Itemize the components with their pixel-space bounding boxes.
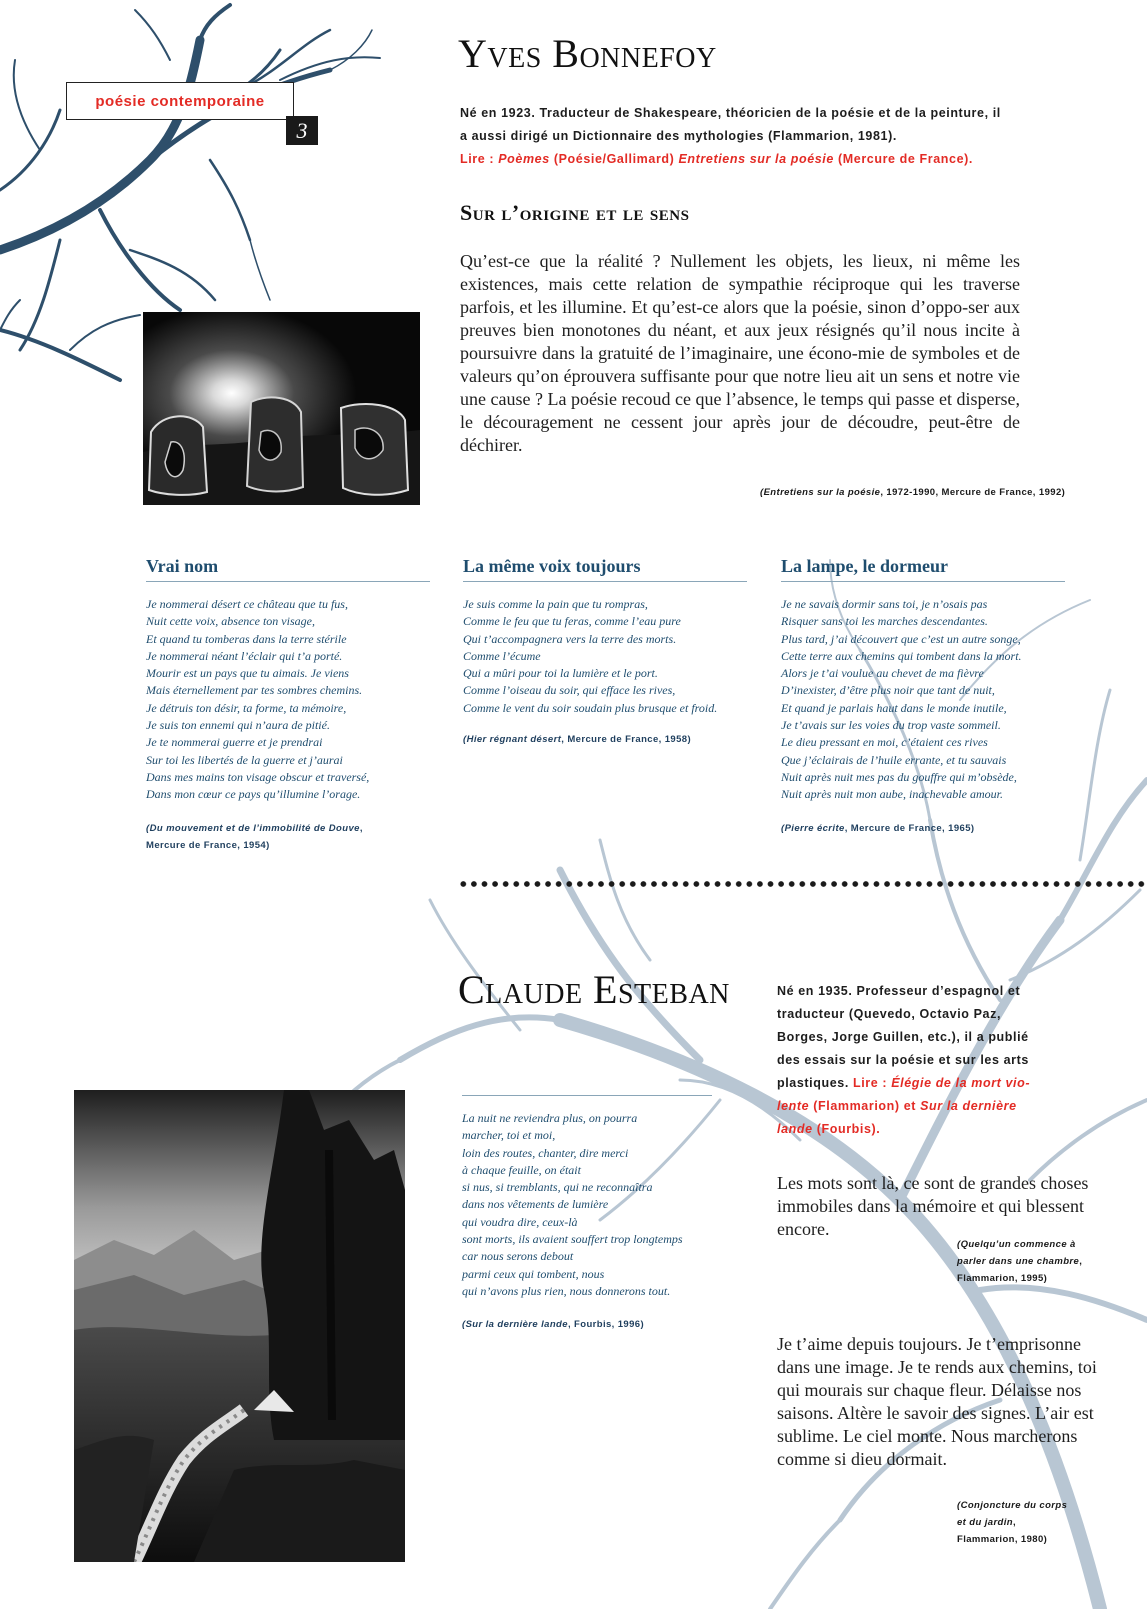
- poem-citation-1-publisher: Mercure de France, 1954): [146, 839, 270, 851]
- esteban-quote-1: Les mots sont là, ce sont de grandes choses immobiles dans la mémoire et qui blessent encore.: [777, 1173, 1089, 1239]
- esteban-bio-line-6: [777, 1095, 1107, 1118]
- author-name-esteban: Claude Esteban: [458, 967, 730, 1012]
- poem-line: Je suis comme la pain que tu rompras,: [463, 597, 648, 611]
- esteban-read-work-1b: lente: [777, 1099, 810, 1113]
- esteban-poem-citation-rest: , Fourbis, 1996): [567, 1319, 645, 1330]
- poem-line: Je ne savais dormir sans toi, je n’osais pas: [781, 597, 988, 611]
- esteban-poem-citation: [462, 1316, 644, 1333]
- quote-1-cite-line-1: (Quelqu’un commence à: [957, 1239, 1076, 1250]
- poem-line: Sur toi les libertés de la guerre et j’aurai: [146, 752, 343, 767]
- poem-body-3: [781, 596, 1065, 804]
- quote-1-cite-line-3: Flammarion, 1995): [957, 1273, 1048, 1284]
- esteban-quote-1-citation: [957, 1236, 1107, 1287]
- quote-1-cite-comma: ,: [1079, 1256, 1083, 1267]
- poem-citation-1-comma: ,: [359, 822, 363, 834]
- esteban-bio-line-5: [777, 1072, 1107, 1095]
- poem-line: Comme l’écume: [463, 648, 541, 663]
- poem-line: Comme l’oiseau du soir, qui efface les rives,: [463, 683, 676, 698]
- esteban-poem-rule: [462, 1095, 712, 1096]
- poem-title-3: La lampe, le dormeur: [781, 556, 1065, 582]
- poem-line: Comme le vent du soir soudain plus brusque et froid.: [463, 700, 718, 715]
- quote-2-cite-line-1: (Conjoncture du corps: [957, 1500, 1068, 1511]
- poem-line: Qui t’accompagnera vers la terre des morts.: [463, 631, 677, 646]
- poem-line: Plus tard, j’ai découvert que c’est un autre songe,: [781, 631, 1021, 646]
- esteban-read-pub-2: (Fourbis).: [812, 1122, 881, 1136]
- poem-line: qui n’avons plus rien, nous donnerons tout.: [462, 1283, 671, 1298]
- read-label: Lire :: [460, 152, 499, 166]
- poem-citation-1: [146, 820, 430, 854]
- poem-body-1: [146, 596, 430, 804]
- esteban-poem-citation-work: (Sur la dernière lande: [462, 1319, 568, 1330]
- essay-citation-work: (Entretiens sur la poésie: [760, 487, 881, 498]
- poem-line: Que j’éclairais de l’huile errante, et tu sauvais: [781, 752, 1007, 767]
- poem-line: car nous serons debout: [462, 1249, 574, 1264]
- poem-line: Cette terre aux chemins qui tombent dans la mort.: [781, 648, 1022, 663]
- poem-citation-3-work: (Pierre écrite: [781, 822, 845, 834]
- poem-line: Je nommerai néant l’éclair qui t’a porté.: [146, 648, 343, 663]
- esteban-bio-line-2: traducteur (Quevedo, Octavio Paz,: [777, 1007, 1002, 1021]
- poem-citation-3: [781, 820, 1065, 837]
- poem-line: Mourir est un pays que tu aimais. Je viens: [146, 666, 349, 681]
- poem-line: Je suis ton ennemi qui n’aura de pitié.: [146, 718, 330, 733]
- poem-citation-2-rest: , Mercure de France, 1958): [561, 734, 692, 746]
- esteban-read-work-2b: lande: [777, 1122, 813, 1136]
- poem-line: Je te nommerai guerre et je prendrai: [146, 735, 323, 750]
- poem-line: si nus, si tremblants, qui ne reconnaîtra: [462, 1180, 653, 1195]
- photo-mountain-path: [74, 1090, 405, 1562]
- poem-line: Comme le feu que tu feras, comme l’eau pure: [463, 614, 681, 629]
- poem-line: Le dieu pressant en moi, c’étaient ces rives: [781, 735, 988, 750]
- dotted-separator: [458, 879, 1147, 889]
- poem-column-1: [146, 556, 430, 854]
- esteban-bio-line-1: Né en 1935. Professeur d’espagnol et: [777, 984, 1021, 998]
- poem-line: Je nommerai désert ce château que tu fus,: [146, 597, 348, 611]
- quote-1-cite-line-2: parler dans une chambre: [957, 1256, 1080, 1267]
- poem-citation-2-work: (Hier régnant désert: [463, 734, 562, 746]
- poem-line: marcher, toi et moi,: [462, 1128, 556, 1143]
- poem-title-2: La même voix toujours: [463, 556, 747, 582]
- photo-standing-stones: [143, 312, 420, 505]
- poem-line: sont morts, ils avaient souffert trop longtemps: [462, 1232, 683, 1247]
- read-pub-1: (Poésie/Gallimard): [549, 152, 679, 166]
- esteban-read-label: Lire :: [852, 1076, 892, 1090]
- esteban-bio-line-7: [777, 1118, 1107, 1141]
- poem-line: parmi ceux qui tombent, nous: [462, 1266, 605, 1281]
- poem-line: Dans mes mains ton visage obscur et traversé,: [146, 769, 370, 784]
- esteban-quote-2-citation: [957, 1497, 1107, 1548]
- esteban-poem-body: [462, 1110, 722, 1300]
- poem-line: Je détruis ton désir, ta forme, ta mémoire,: [146, 700, 347, 715]
- esteban-bio-line-4: des essais sur la poésie et sur les arts: [777, 1053, 1029, 1067]
- poem-line: Nuit après nuit mes pas du gouffre qui m’obsède,: [781, 769, 1017, 784]
- poem-line: Qui a mûri pour toi la lumière et le port.: [463, 666, 658, 681]
- esteban-read-work-2a: Sur la dernière: [920, 1099, 1017, 1113]
- author-name-bonnefoy: Yves Bonnefoy: [458, 31, 717, 76]
- poem-line: loin des routes, chanter, dire merci: [462, 1145, 629, 1160]
- poem-line: Je t’avais sur les voies du trop vaste sommeil.: [781, 718, 1001, 733]
- quote-2-cite-line-2: et du jardin: [957, 1517, 1013, 1528]
- poem-line: Nuit après nuit mon aube, inachevable amour.: [781, 787, 1003, 802]
- esteban-bio-line-5-text: plastiques.: [777, 1076, 853, 1090]
- poem-line: Alors je t’ai voulue au chevet de ma fièvre: [781, 666, 984, 681]
- quote-2-cite-line-3: Flammarion, 1980): [957, 1534, 1048, 1545]
- poem-citation-1-work: (Du mouvement et de l’immobilité de Douve: [146, 822, 360, 834]
- bonnefoy-bio: [460, 102, 1100, 171]
- poem-line: D’inexister, d’être plus noir que tant de nuit,: [781, 683, 995, 698]
- esteban-read-work-1a: Élégie de la mort vio-: [891, 1076, 1031, 1090]
- essay-text: Qu’est-ce que la réalité ? Nullement les objets, les lieux, ni même les existences, mais cette relation de sympathie réciproque qui les traverse parfois, et les illumine. Et qu’est-ce alors que la poésie, sinon d’oppo-ser aux preuves bien monotones du néant, et aux jeux résignés qu’il nous incite à poursuivre dans la gratuité de l’imaginaire, une écono-mie de symboles et de valeurs qu’on éprouvera suffisante pour que notre lieu ait un sens et notre vie une cause ? La poésie recoud ce que l’absence, le temps qui passe et disperse, le découragement ne cessent jour après jour de découdre, peut-être de déchirer.: [460, 251, 1020, 455]
- poem-column-3: [781, 556, 1065, 837]
- read-work-1: Poèmes: [498, 152, 550, 166]
- poem-line: à chaque feuille, on était: [462, 1162, 581, 1177]
- poem-line: Risquer sans toi les marches descendantes.: [781, 614, 988, 629]
- poem-line: Mais éternellement par tes sombres chemins.: [146, 683, 363, 698]
- poem-line: Dans mon cœur ce pays qu’illumine l’orage.: [146, 787, 361, 802]
- poem-line: Et quand tu tomberas dans la terre stérile: [146, 631, 347, 646]
- series-label: poésie contemporaine: [66, 82, 294, 120]
- bonnefoy-reading-list: [460, 148, 1100, 171]
- essay-title: Sur l’origine et le sens: [460, 200, 690, 225]
- esteban-quote-2: Je t’aime depuis toujours. Je t’emprisonne dans une image. Je te rends aux chemins, toi qui mourais sur chaque fleur. Délaisse nos saisons. Altère le savoir des signes. L’air est sublime. Le ciel monte. Nous marcherons comme si dieu dormait.: [777, 1334, 1097, 1469]
- read-pub-2: (Mercure de France).: [833, 152, 973, 166]
- poem-citation-3-rest: , Mercure de France, 1965): [844, 822, 975, 834]
- issue-number: 3: [286, 116, 318, 145]
- esteban-read-pub-1: (Flammarion) et: [809, 1099, 921, 1113]
- essay-citation: [760, 484, 1065, 501]
- esteban-bio-line-3: Borges, Jorge Guillen, etc.), il a publié: [777, 1030, 1029, 1044]
- poem-line: Et quand je parlais haut dans le monde inutile,: [781, 700, 1007, 715]
- bonnefoy-bio-line-2: a aussi dirigé un Dictionnaire des mythologies (Flammarion, 1981).: [460, 129, 897, 143]
- poem-line: La nuit ne reviendra plus, on pourra: [462, 1111, 638, 1125]
- bonnefoy-bio-line-1: Né en 1923. Traducteur de Shakespeare, théoricien de la poésie et de la peinture, il: [460, 106, 1001, 120]
- poem-title-1: Vrai nom: [146, 556, 430, 582]
- poem-line: Nuit cette voix, absence ton visage,: [146, 614, 315, 629]
- poem-line: dans nos vêtements de lumière: [462, 1197, 609, 1212]
- essay-citation-rest: , 1972-1990, Mercure de France, 1992): [880, 487, 1066, 498]
- esteban-bio: [777, 980, 1107, 1141]
- poem-column-2: [463, 556, 747, 748]
- quote-2-cite-comma: ,: [1013, 1517, 1017, 1528]
- poem-line: qui voudra dire, ceux-là: [462, 1214, 578, 1229]
- poem-body-2: [463, 596, 747, 717]
- poem-citation-2: [463, 731, 747, 748]
- read-work-2: Entretiens sur la poésie: [678, 152, 834, 166]
